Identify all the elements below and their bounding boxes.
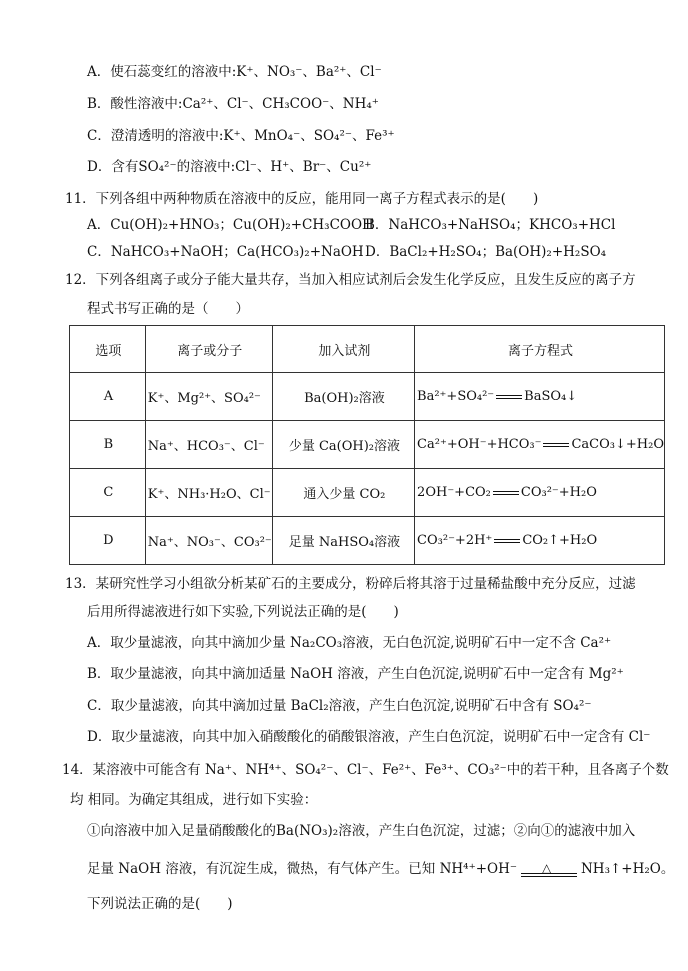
row-equation — [415, 421, 665, 469]
heat-triangle-icon: △ — [541, 860, 552, 875]
row-option: C — [70, 469, 146, 517]
header-equation: 离子方程式 — [415, 326, 665, 373]
equation-left: CO₃²⁻+2H⁺ — [417, 533, 493, 548]
q11-option-a: A．Cu(OH)₂+HNO₃；Cu(OH)₂+CH₃COOH — [87, 217, 374, 233]
experiment-text: 足量 NaOH 溶液，有沉淀生成，微热，有气体产生。已知 NH⁴⁺+OH⁻ — [87, 861, 517, 877]
q14-ask: 下列说法正确的是( ) — [87, 896, 233, 912]
q12-stem-line2: 程式书写正确的是（ ） — [87, 301, 249, 317]
q12-table — [69, 325, 665, 565]
q11-option-b: B．NaHCO₃+NaHSO₄；KHCO₃+HCl — [365, 217, 616, 233]
equals-sign-icon — [493, 491, 519, 495]
row-equation — [415, 517, 665, 565]
header-option: 选项 — [70, 326, 146, 373]
row-ions: K⁺、Mg²⁺、SO₄²⁻ — [145, 373, 272, 421]
table-row — [70, 373, 665, 421]
q13-option-c: C．取少量滤液，向其中滴加过量 BaCl₂溶液，产生白色沉淀,说明矿石中含有 SO₄²⁻ — [87, 698, 592, 714]
equals-sign-icon — [543, 443, 569, 447]
header-reagent: 加入试剂 — [272, 326, 414, 373]
equals-sign-icon — [496, 395, 522, 399]
table-header-row — [70, 326, 665, 373]
equation-right: CaCO₃↓+H₂O — [571, 437, 664, 452]
q11-option-c: C．NaHCO₃+NaOH；Ca(HCO₃)₂+NaOH — [87, 244, 364, 260]
q11-option-d: D．BaCl₂+H₂SO₄；Ba(OH)₂+H₂SO₄ — [365, 244, 607, 260]
table-row — [70, 421, 665, 469]
row-ions: Na⁺、NO₃⁻、CO₃²⁻ — [145, 517, 272, 565]
header-ions: 离子或分子 — [145, 326, 272, 373]
q14-stem-line2: 均 相同。为确定其组成，进行如下实验： — [70, 792, 318, 808]
q13-option-a: A．取少量滤液，向其中滴加少量 Na₂CO₃溶液，无白色沉淀,说明矿石中一定不含 Ca²⁺ — [87, 635, 612, 651]
row-ions: Na⁺、HCO₃⁻、Cl⁻ — [145, 421, 272, 469]
equation-right: CO₃²⁻+H₂O — [520, 485, 597, 500]
row-reagent: 足量 NaHSO₄溶液 — [272, 517, 414, 565]
experiment-product: NH₃↑+H₂O。 — [580, 861, 675, 877]
equals-sign-icon — [494, 539, 520, 543]
q13-stem-line2: 后用所得滤液进行如下实验,下列说法正确的是( ) — [87, 604, 399, 620]
row-option: D — [70, 517, 146, 565]
q12-stem-line1: 12．下列各组离子或分子能大量共存，当加入相应试剂后会发生化学反应，且发生反应的离子方 — [65, 272, 636, 288]
q14-stem-line1: 14．某溶液中可能含有 Na⁺、NH⁴⁺、SO₄²⁻、Cl⁻、Fe²⁺、Fe³⁺、CO₃²⁻中的若干种，且各离子个数 — [62, 762, 669, 778]
equation-left: Ca²⁺+OH⁻+HCO₃⁻ — [417, 437, 542, 452]
q11-stem: 11．下列各组中两种物质在溶液中的反应，能用同一离子方程式表示的是( ) — [65, 191, 539, 207]
table-row — [70, 517, 665, 565]
heat-arrow-icon — [521, 860, 577, 880]
row-ions: K⁺、NH₃·H₂O、Cl⁻ — [145, 469, 272, 517]
row-option: A — [70, 373, 146, 421]
row-equation — [415, 373, 665, 421]
q10-option-d: D．含有SO₄²⁻的溶液中:Cl⁻、H⁺、Br⁻、Cu²⁺ — [87, 159, 372, 175]
equation-right: BaSO₄↓ — [524, 389, 578, 404]
equation-left: Ba²⁺+SO₄²⁻ — [417, 389, 495, 404]
row-equation — [415, 469, 665, 517]
q14-experiment-line2 — [87, 859, 674, 880]
q13-stem-line1: 13．某研究性学习小组欲分析某矿石的主要成分，粉碎后将其溶于过量稀盐酸中充分反应，过滤 — [65, 576, 636, 592]
equation-left: 2OH⁻+CO₂ — [417, 485, 491, 500]
row-option: B — [70, 421, 146, 469]
q13-option-b: B．取少量滤液，向其中滴加适量 NaOH 溶液，产生白色沉淀,说明矿石中一定含有 Mg²⁺ — [87, 666, 624, 682]
table-row — [70, 469, 665, 517]
row-reagent: 少量 Ca(OH)₂溶液 — [272, 421, 414, 469]
q10-option-c: C．澄清透明的溶液中:K⁺、MnO₄⁻、SO₄²⁻、Fe³⁺ — [87, 128, 395, 144]
row-reagent: Ba(OH)₂溶液 — [272, 373, 414, 421]
equation-right: CO₂↑+H₂O — [522, 533, 598, 548]
q14-experiment-line1: ①向溶液中加入足量硝酸酸化的Ba(NO₃)₂溶液，产生白色沉淀，过滤；②向①的滤液中加入 — [87, 823, 636, 839]
q13-option-d: D．取少量滤液，向其中加入硝酸酸化的硝酸银溶液，产生白色沉淀，说明矿石中一定含有 Cl⁻ — [87, 729, 651, 745]
row-reagent: 通入少量 CO₂ — [272, 469, 414, 517]
q10-option-b: B．酸性溶液中:Ca²⁺、Cl⁻、CH₃COO⁻、NH₄⁺ — [87, 96, 379, 112]
q10-option-a: A．使石蕊变红的溶液中:K⁺、NO₃⁻、Ba²⁺、Cl⁻ — [87, 64, 382, 80]
